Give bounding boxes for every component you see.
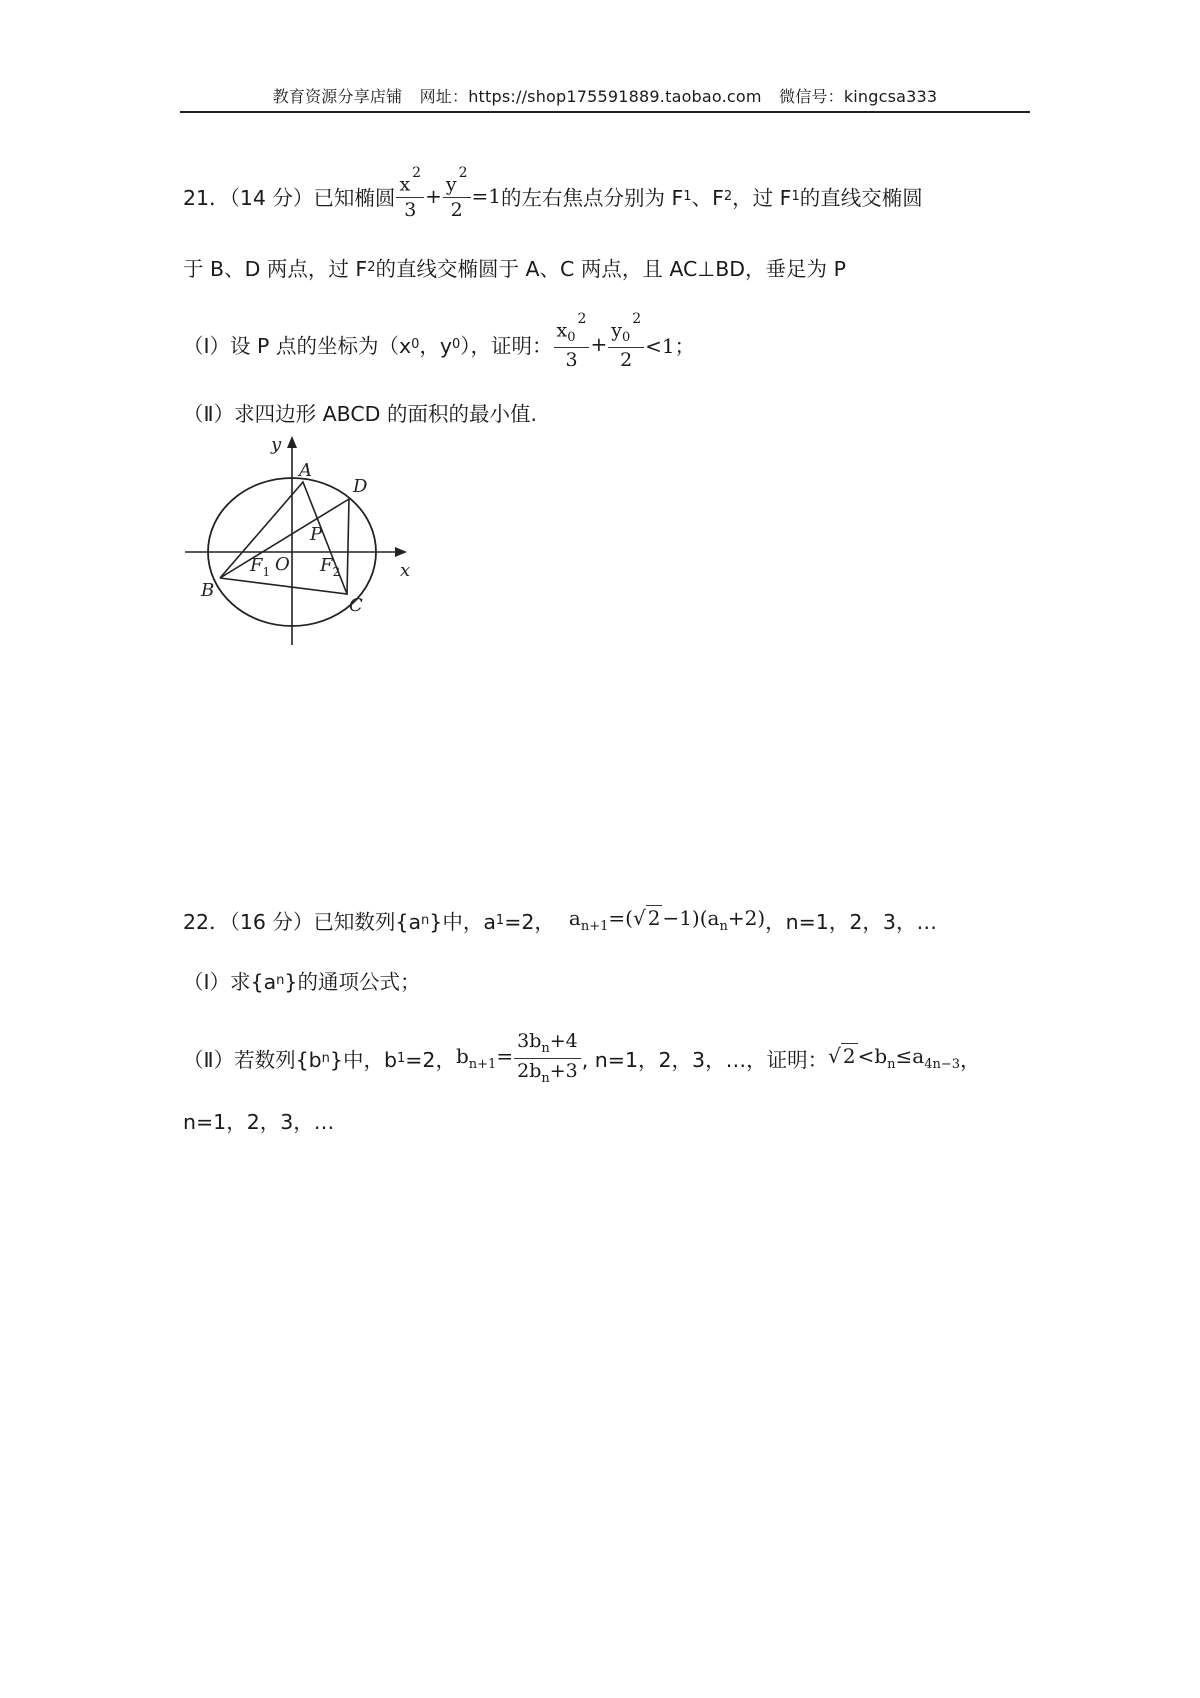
header-divider <box>180 111 1030 113</box>
header-site: 网址：https://shop175591889.taobao.com <box>419 87 762 106</box>
label-A: A <box>299 460 312 481</box>
header-site-url[interactable]: https://shop175591889.taobao.com <box>468 87 762 106</box>
q21-part2: （Ⅱ）求四边形 ABCD 的面积的最小值. <box>183 402 537 426</box>
b-recurrence-fraction: $\frac{3b_n+4}{2b_n+3}$ <box>514 1032 581 1085</box>
y-axis-arrow <box>287 436 297 448</box>
triangle-ABC <box>220 482 347 594</box>
label-O: O <box>275 554 290 575</box>
label-B: B <box>201 580 215 601</box>
q21-line1: 21．（14 分）已知椭圆 $\frac{x^2}{3}$ + $\frac{y^2}{2}$ =1 的左右焦点分别为 F 1 、F 2 ，过 F 1 的直线交椭圆 <box>183 165 923 222</box>
p-y-fraction: $\frac{y_0^2}{2}$ <box>608 318 644 370</box>
label-x: x <box>400 560 411 581</box>
header-wechat: 微信号：kingcsa333 <box>779 87 938 106</box>
ellipse-y-fraction: $\frac{y^2}{2}$ <box>443 172 471 220</box>
ellipse-figure <box>185 430 425 655</box>
page-header <box>180 84 1030 107</box>
b-recurrence-lhs: $b_{n+1}=$ <box>455 1044 514 1073</box>
x-axis-arrow <box>395 547 407 557</box>
ellipse-x-fraction: $\frac{x^2}{3}$ <box>396 172 424 220</box>
q22-part1: （Ⅰ）求{a n }的通项公式； <box>183 970 421 994</box>
label-y: y <box>271 434 282 455</box>
label-F1: $F_1$ <box>250 555 271 579</box>
label-F2: $F_2$ <box>320 555 341 579</box>
q22-last-line: n=1，2，3，… <box>183 1110 335 1134</box>
label-D: D <box>353 476 368 497</box>
q22-recurrence: $a_{n+1}=(√$ $2 -1)(a_n+2)$ <box>568 906 766 934</box>
label-C: C <box>349 595 363 616</box>
q22-inequality: √ $2 <b_n\le a_{4n-3}$ <box>828 1044 961 1073</box>
q22-line1: 22．（16 分）已知数列{a n }中，a 1 =2， $a_{n+1}=(√$ $2 -1)(a_n+2)$ ，n=1，2，3，… <box>183 906 937 934</box>
p-x-fraction: $\frac{x_0^2}{3}$ <box>554 318 590 370</box>
segment-DC <box>347 499 349 594</box>
header-shop: 教育资源分享店铺 <box>272 87 403 106</box>
q21-part1: （Ⅰ）设 P 点的坐标为（x 0 ，y 0 ），证明： $\frac{x_0^2}{3}$ + $\frac{y_0^2}{2}$ <1； <box>183 311 695 372</box>
q21-line2: 于 B、D 两点，过 F 2 的直线交椭圆于 A、C 两点，且 AC⊥BD，垂足为 P <box>183 257 846 281</box>
label-P: P <box>310 524 323 545</box>
q22-part2: （Ⅱ）若数列{b n }中，b 1 =2， $b_{n+1}=$ $\frac{3b_n+4}{2b_n+3}$ , n=1，2，3，…，证明： √ $2 <b_n\le a_{4n-3}$ ， <box>183 1030 981 1086</box>
